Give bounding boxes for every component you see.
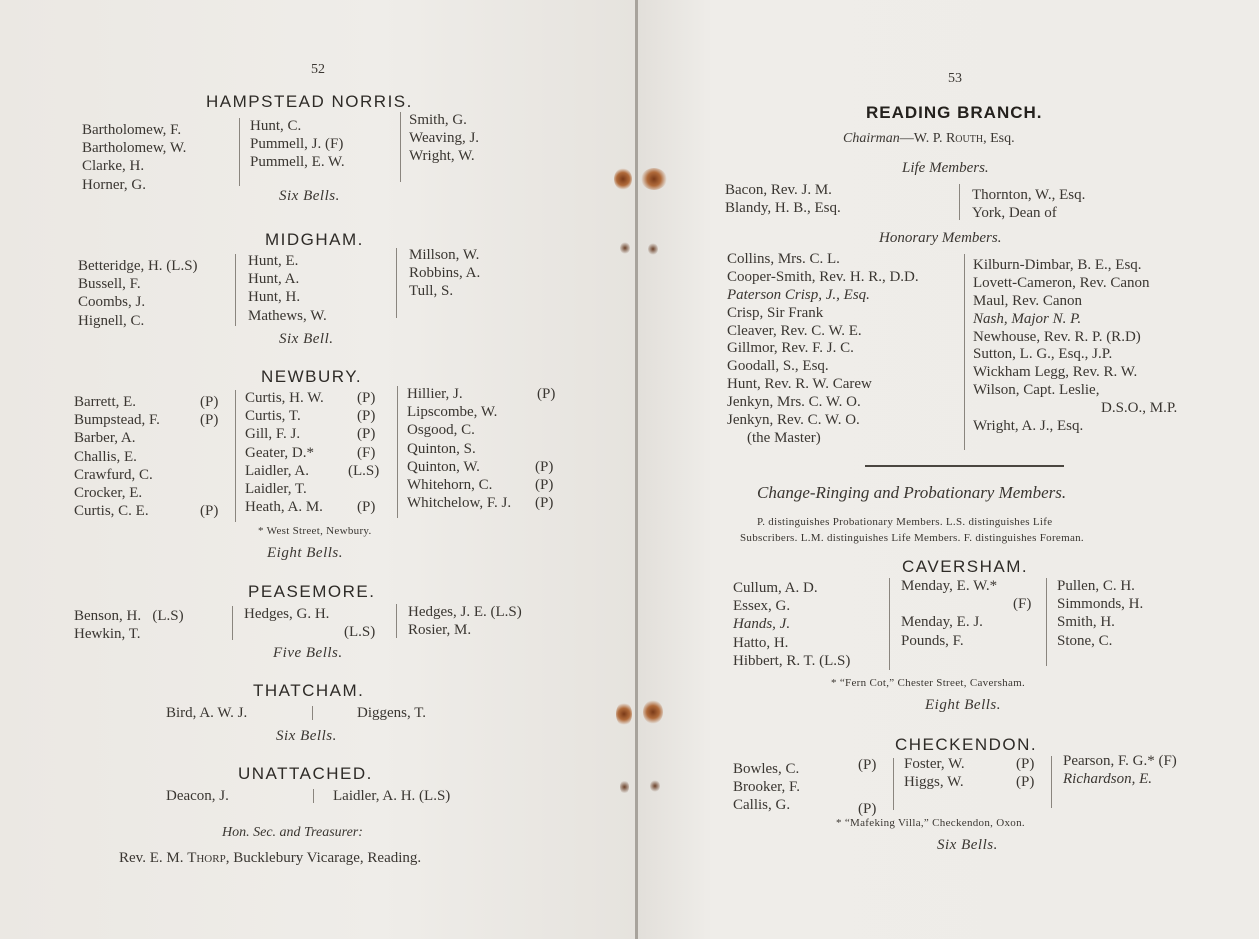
member-tag [858, 774, 876, 792]
member-entry: Benson, H. (L.S) [74, 608, 184, 624]
member-entry: Bird, A. W. J. [166, 705, 248, 721]
binding-stain [641, 168, 667, 190]
book-gutter [635, 0, 638, 939]
section-rule [865, 465, 1064, 467]
member-entry: Bowles, C. [733, 761, 800, 777]
member-entry: Smith, H. [1057, 614, 1115, 631]
binding-stain [643, 700, 663, 724]
member-entry: Pullen, C. H. [1057, 578, 1135, 594]
member-entry: Wright, A. J., Esq. [973, 418, 1084, 435]
change-ringing-heading: Change-Ringing and Probationary Members. [757, 483, 1067, 502]
member-entry: Millson, W. [409, 247, 480, 263]
life-members-col-1 [725, 181, 841, 217]
bells-label: Six Bells. [276, 728, 337, 744]
midgham-col-2 [248, 252, 327, 325]
member-tag [200, 466, 218, 484]
member-entry: Cleaver, Rev. C. W. E. [727, 322, 862, 339]
member-tag: (P) [357, 426, 376, 443]
member-entry: Kilburn-Dimbar, B. E., Esq. [973, 257, 1142, 273]
newbury-col-2 [245, 389, 324, 516]
member-entry: Cooper-Smith, Rev. H. R., D.D. [727, 268, 919, 285]
checkendon-col-1 [733, 760, 800, 815]
member-entry: Hunt, H. [248, 289, 301, 306]
page-number: 52 [311, 62, 325, 77]
member-entry: Bartholomew, F. [82, 122, 182, 138]
member-entry: Hunt, C. [250, 118, 302, 134]
member-entry: Bussell, F. [78, 276, 141, 293]
member-entry: Curtis, T. [245, 408, 301, 425]
honorary-members-heading: Honorary Members. [879, 230, 1002, 246]
member-entry: Deacon, J. [166, 788, 229, 804]
member-tag: (P) [858, 801, 877, 818]
legend-line-1: P. distinguishes Probationary Members. L.S. distinguishes Life [757, 516, 1053, 528]
member-entry: Weaving, J. [409, 130, 480, 147]
branch-title: READING BRANCH. [866, 103, 1043, 122]
column-divider [235, 254, 236, 326]
member-entry: Blandy, H. B., Esq. [725, 200, 841, 217]
member-entry: Clarke, H. [82, 158, 145, 175]
member-entry [74, 502, 160, 520]
member-name: Barrett, E. [74, 394, 137, 410]
column-divider [397, 386, 398, 518]
newbury-col-1 [74, 393, 160, 520]
newbury-col-2-tags [348, 389, 380, 516]
column-divider [239, 118, 240, 186]
checkendon-col-3 [1063, 752, 1177, 788]
member-entry: Higgs, W. [904, 774, 964, 791]
member-entry: Gill, F. J. [245, 426, 301, 443]
member-entry [74, 466, 160, 484]
chairman-name-pre: —W. P. [899, 131, 943, 146]
member-entry: Callis, G. [733, 797, 791, 814]
honorary-col-2 [973, 257, 1177, 436]
member-tag [535, 421, 555, 439]
member-entry: Coombs, J. [78, 294, 146, 311]
member-name: Curtis, C. E. [74, 503, 149, 520]
member-entry: Jenkyn, Mrs. C. W. O. [727, 394, 861, 411]
member-entry: Paterson Crisp, J., Esq. [727, 286, 870, 303]
member-entry: Hatto, H. [733, 634, 789, 651]
binding-hole [648, 243, 658, 255]
chairman-line [843, 131, 1015, 147]
binding-hole [620, 242, 630, 254]
column-divider [235, 390, 236, 522]
footnote: * West Street, Newbury. [258, 525, 372, 537]
member-entry: Hillier, J. [407, 386, 463, 402]
member-entry: Geater, D.* [245, 444, 314, 461]
member-tag [357, 480, 379, 498]
member-entry: Pounds, F. [901, 632, 964, 649]
section-title-unattached: UNATTACHED. [238, 764, 373, 783]
member-entry: Quinton, S. [407, 440, 476, 457]
member-entry: Richardson, E. [1063, 771, 1153, 788]
binding-hole [620, 780, 629, 794]
member-entry: Collins, Mrs. C. L. [727, 251, 840, 267]
binding-hole [650, 780, 660, 792]
member-tag: (P) [535, 458, 554, 475]
member-entry [74, 448, 160, 466]
bells-label: Six Bells. [937, 837, 998, 853]
chairman-surname: Routh [945, 131, 984, 146]
binding-stain [616, 702, 632, 726]
checkendon-col-2-tags [1016, 755, 1034, 791]
hampstead-col-3 [409, 111, 479, 166]
midgham-col-1 [78, 257, 198, 330]
section-title-checkendon: CHECKENDON. [895, 735, 1038, 754]
member-entry: Essex, G. [733, 598, 791, 615]
member-tag [535, 440, 555, 458]
midgham-col-3 [409, 246, 480, 301]
member-entry: Sutton, L. G., Esq., J.P. [973, 346, 1113, 363]
column-divider [889, 578, 890, 670]
member-tag: (P) [535, 495, 554, 512]
section-title-caversham: CAVERSHAM. [902, 557, 1029, 576]
chairman-label: Chairman [843, 131, 900, 146]
member-entry: Whitehorn, C. [407, 476, 493, 493]
member-entry: Maul, Rev. Canon [973, 292, 1083, 309]
member-entry: Bartholomew, W. [82, 140, 187, 157]
honorary-col-1 [727, 251, 919, 448]
member-entry: Goodall, S., Esq. [727, 358, 829, 375]
member-tag: (P) [1016, 756, 1035, 772]
checkendon-col-2 [904, 755, 965, 791]
member-entry: Wickham Legg, Rev. R. W. [973, 364, 1138, 381]
member-entry: Wilson, Capt. Leslie, [973, 382, 1100, 399]
member-tag: (L.S) [348, 462, 380, 479]
member-tag: (P) [858, 757, 877, 773]
column-divider [1051, 756, 1052, 808]
member-entry: Nash, Major N. P. [973, 310, 1082, 327]
member-entry [74, 429, 160, 447]
member-entry: Betteridge, H. (L.S) [78, 258, 198, 274]
bells-label: Eight Bells. [267, 545, 343, 561]
member-entry: Robbins, A. [409, 265, 481, 282]
member-entry: Pummell, J. (F) [250, 136, 344, 153]
column-divider [232, 606, 233, 640]
newbury-col-3-tags [535, 385, 555, 512]
member-entry: Hignell, C. [78, 312, 145, 329]
member-entry: Hands, J. [733, 616, 791, 633]
page-number: 53 [948, 71, 962, 86]
member-entry: Menday, E. J. [901, 614, 983, 631]
member-entry: Laidler, A. [245, 462, 309, 479]
member-tag: (P) [537, 386, 556, 402]
member-entry: Wright, W. [409, 148, 475, 165]
member-entry: Newhouse, Rev. R. P. (R.D) [973, 328, 1141, 345]
peasemore-col-1 [74, 607, 184, 643]
column-divider [396, 604, 397, 638]
member-tag [200, 429, 218, 447]
bells-label: Five Bells. [273, 645, 343, 661]
member-name: Crawfurd, C. [74, 466, 153, 483]
section-title-hampstead-norris: HAMPSTEAD NORRIS. [206, 92, 413, 111]
member-entry: Crisp, Sir Frank [727, 304, 824, 321]
column-divider [396, 248, 397, 318]
member-entry: Smith, G. [409, 112, 467, 128]
column-divider [400, 112, 401, 182]
member-name: Challis, E. [74, 448, 137, 465]
member-entry: Menday, E. W.* [901, 578, 998, 594]
member-entry [74, 484, 160, 502]
member-entry: Mathews, W. [248, 307, 327, 324]
member-tag: (P) [357, 390, 376, 406]
member-tag [200, 484, 218, 502]
member-entry: Hunt, Rev. R. W. Carew [727, 376, 872, 393]
member-entry: (L.S) [344, 624, 376, 641]
member-name: Bumpstead, F. [74, 412, 160, 429]
bells-label: Six Bells. [279, 188, 340, 204]
member-entry: Hunt, A. [248, 271, 300, 288]
member-entry: (F) [1013, 596, 1032, 613]
member-entry: (the Master) [747, 429, 821, 446]
member-tag: (P) [535, 476, 554, 493]
member-tag: (P) [1016, 774, 1035, 791]
member-tag [535, 403, 555, 421]
member-entry [74, 411, 160, 429]
member-entry: Brooker, F. [733, 779, 800, 796]
legend-line-2: Subscribers. L.M. distinguishes Life Members. F. distinguishes Foreman. [740, 532, 1084, 544]
column-divider [964, 254, 965, 450]
checkendon-col-1-tags [858, 756, 876, 819]
member-tag: (P) [357, 499, 376, 516]
newbury-col-1-tags [200, 393, 218, 520]
column-divider [893, 758, 894, 810]
secretary-line [119, 850, 421, 867]
life-members-col-2 [972, 186, 1085, 222]
member-entry [74, 393, 160, 411]
member-tag: (P) [357, 408, 376, 425]
member-entry: Hunt, E. [248, 253, 299, 269]
caversham-col-2 [901, 577, 1031, 650]
member-tag: (F) [357, 444, 376, 461]
secretary-label: Hon. Sec. and Treasurer: [222, 825, 363, 840]
secretary-address: , Bucklebury Vicarage, Reading. [225, 850, 422, 866]
member-entry: Laidler, T. [245, 480, 307, 497]
life-members-heading: Life Members. [902, 160, 989, 176]
caversham-col-3 [1057, 577, 1143, 650]
bells-label: Eight Bells. [925, 697, 1001, 713]
footnote: * “Mafeking Villa,” Checkendon, Oxon. [836, 817, 1025, 829]
member-entry: Jenkyn, Rev. C. W. O. [727, 412, 860, 429]
member-entry: Diggens, T. [357, 705, 427, 721]
member-entry: Pummell, E. W. [250, 154, 345, 171]
member-entry: Hibbert, R. T. (L.S) [733, 652, 851, 669]
member-entry: Stone, C. [1057, 632, 1113, 649]
section-title-thatcham: THATCHAM. [253, 681, 365, 700]
hampstead-col-2 [250, 117, 345, 172]
member-entry: Curtis, H. W. [245, 390, 324, 406]
hampstead-col-1 [82, 121, 186, 194]
member-entry: York, Dean of [972, 205, 1057, 222]
chairman-name-post: , Esq. [983, 131, 1015, 146]
member-entry: Hedges, J. E. (L.S) [408, 604, 522, 620]
footnote: * “Fern Cot,” Chester Street, Caversham. [831, 677, 1026, 689]
binding-stain [614, 168, 632, 190]
section-title-newbury: NEWBURY. [261, 367, 363, 386]
member-entry: Rosier, M. [408, 622, 472, 639]
member-entry: Thornton, W., Esq. [972, 187, 1086, 203]
member-entry: Hewkin, T. [74, 626, 141, 643]
member-entry: Simmonds, H. [1057, 596, 1144, 613]
member-entry: Lipscombe, W. [407, 404, 498, 421]
member-entry: Whitchelow, F. J. [407, 495, 512, 512]
member-entry: Bacon, Rev. J. M. [725, 182, 832, 198]
member-entry: Heath, A. M. [245, 499, 323, 516]
peasemore-col-3 [408, 603, 522, 639]
secretary-name-pre: Rev. E. M. [119, 850, 184, 866]
member-entry: Cullum, A. D. [733, 580, 818, 596]
member-entry: Quinton, W. [407, 458, 480, 475]
bells-label: Six Bell. [279, 331, 334, 347]
member-entry: Horner, G. [82, 176, 146, 193]
member-entry: Foster, W. [904, 756, 965, 772]
member-name: Crocker, E. [74, 484, 143, 501]
member-entry: Osgood, C. [407, 422, 475, 439]
caversham-col-1 [733, 579, 850, 670]
member-entry: Hedges, G. H. [244, 606, 330, 622]
member-name: Barber, A. [74, 430, 136, 447]
member-tag: (P) [200, 412, 219, 429]
column-divider [959, 184, 960, 220]
secretary-surname: Thorp [187, 850, 226, 866]
member-tag [200, 448, 218, 466]
column-divider [1046, 578, 1047, 666]
member-tag: (P) [200, 394, 219, 410]
peasemore-col-2 [244, 605, 375, 641]
newbury-col-3 [407, 385, 511, 512]
member-entry: D.S.O., M.P. [1101, 400, 1178, 417]
member-tag: (P) [200, 503, 219, 520]
section-title-peasemore: PEASEMORE. [248, 582, 376, 601]
member-entry: Laidler, A. H. (L.S) [333, 788, 451, 804]
column-divider [313, 789, 314, 803]
column-divider [312, 706, 313, 720]
section-title-midgham: MIDGHAM. [265, 230, 364, 249]
member-entry: Gillmor, Rev. F. J. C. [727, 340, 854, 357]
member-entry: Tull, S. [409, 283, 454, 300]
member-entry: Lovett-Cameron, Rev. Canon [973, 274, 1150, 291]
member-entry: Pearson, F. G.* (F) [1063, 753, 1177, 769]
